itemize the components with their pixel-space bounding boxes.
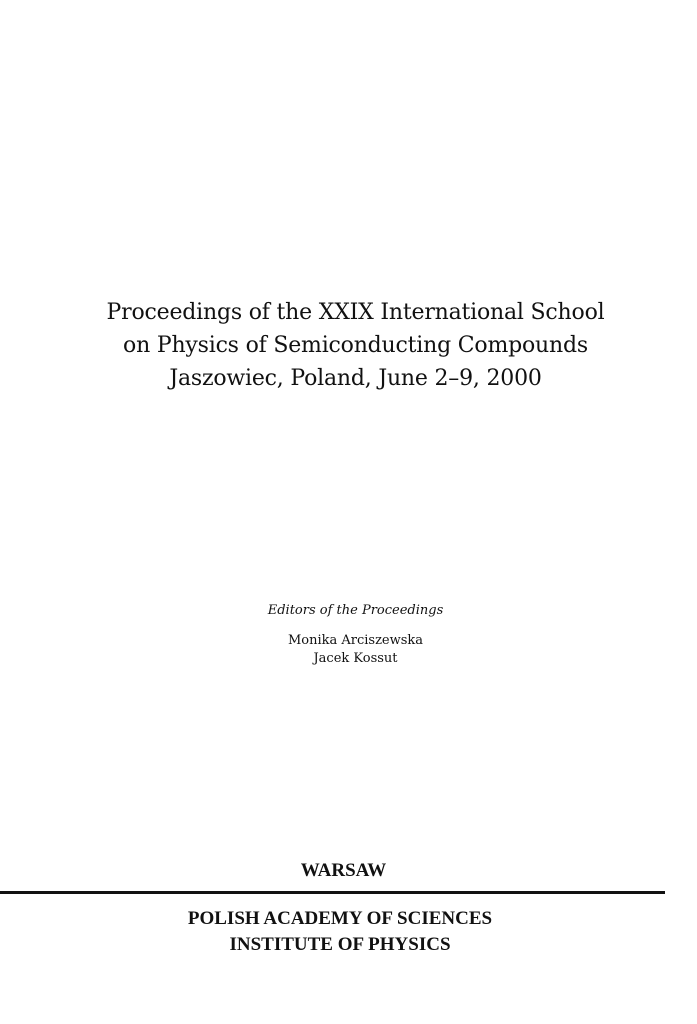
title-line-3: Jaszowiec, Poland, June 2–9, 2000 bbox=[169, 366, 542, 391]
horizontal-rule bbox=[0, 891, 665, 894]
editors-block bbox=[0, 603, 697, 668]
proceedings-title bbox=[0, 296, 697, 395]
editors-heading: Editors of the Proceedings bbox=[267, 603, 444, 618]
publisher-block bbox=[0, 906, 680, 958]
editor-name-2: Jacek Kossut bbox=[313, 651, 398, 666]
title-line-1: Proceedings of the XXIX International School bbox=[106, 300, 605, 325]
title-line-2: on Physics of Semiconducting Compounds bbox=[123, 333, 588, 358]
publisher-line-2: INSTITUTE OF PHYSICS bbox=[229, 934, 451, 955]
publication-place: WARSAW bbox=[300, 860, 387, 881]
publisher-line-1: POLISH ACADEMY OF SCIENCES bbox=[187, 908, 493, 929]
editor-name-1: Monika Arciszewska bbox=[287, 633, 424, 648]
